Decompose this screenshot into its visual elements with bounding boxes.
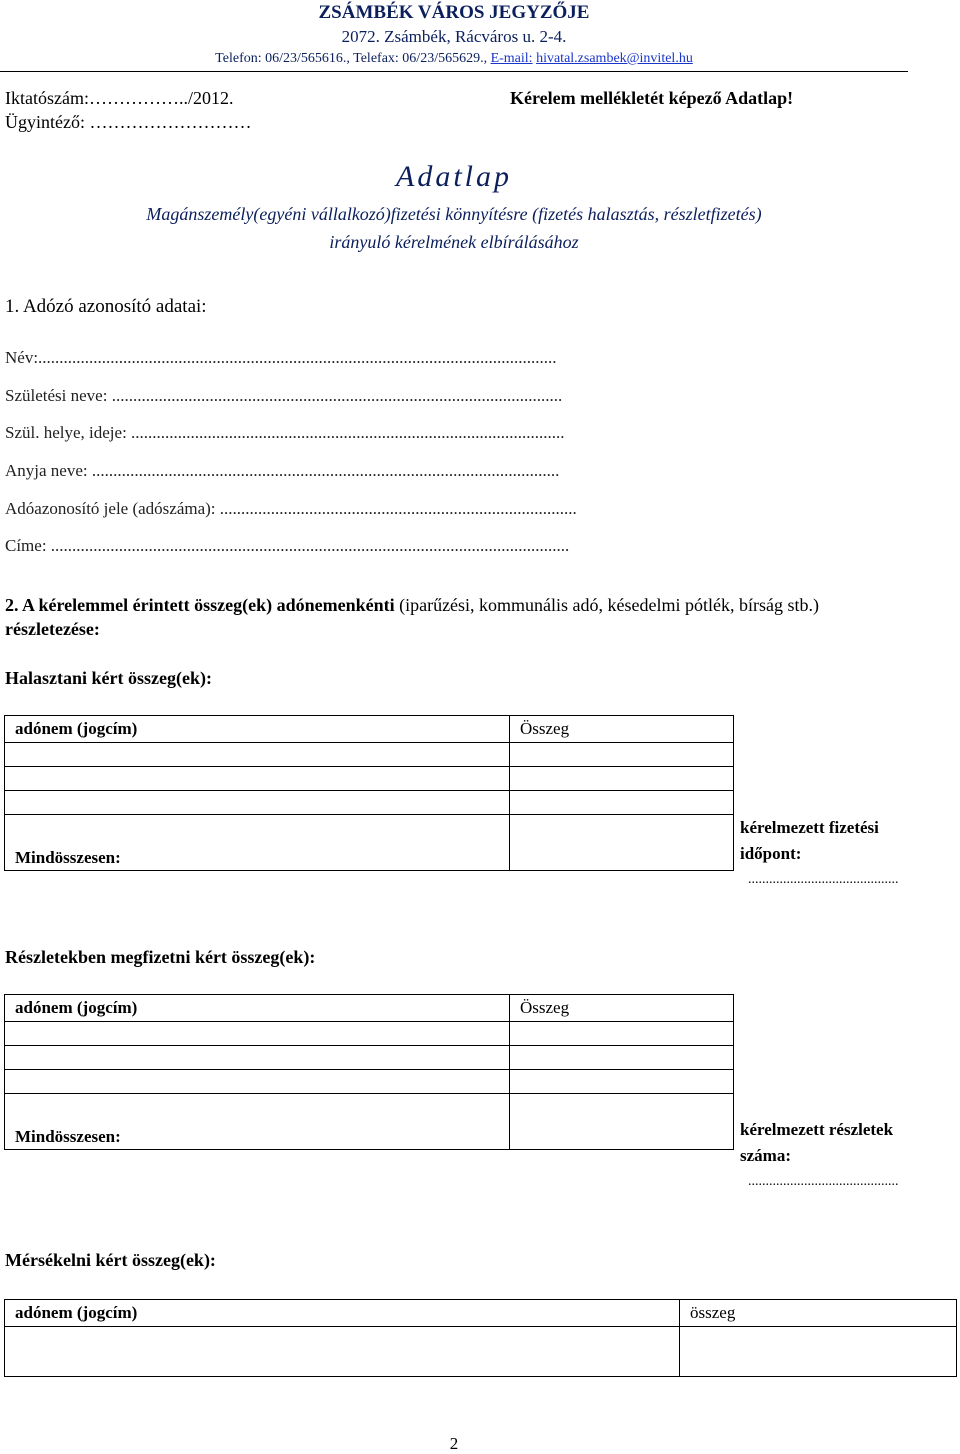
deferral-side-line-1: kérelmezett fizetési (740, 818, 879, 837)
page-title: Adatlap (396, 160, 512, 193)
instalment-cell[interactable] (5, 1022, 510, 1046)
subtitle-line-2: irányuló kérelmének elbírálásához (329, 232, 579, 252)
instalment-cell[interactable] (510, 1046, 734, 1070)
page-subtitle (0, 200, 908, 256)
deferral-cell[interactable] (510, 767, 734, 791)
section-2-bold-b: részletezése: (5, 619, 100, 639)
deferral-col-amount: Összeg (510, 716, 734, 743)
reduction-table (4, 1299, 957, 1377)
birth-place-date-field[interactable]: Szül. helye, ideje: ...................................................................................................... (5, 423, 565, 442)
deferral-cell[interactable] (5, 743, 510, 767)
instalment-col-amount: Összeg (510, 995, 734, 1022)
name-field[interactable]: Név:.......................................................................................................................... (5, 348, 557, 367)
deferral-side-label (740, 815, 899, 893)
instalment-side-dots[interactable]: ........................................... (748, 1174, 899, 1189)
deferral-col-taxtype: adónem (jogcím) (5, 716, 510, 743)
reduction-col-taxtype: adónem (jogcím) (5, 1300, 680, 1327)
instalment-col-taxtype: adónem (jogcím) (5, 995, 510, 1022)
header-divider (0, 71, 908, 72)
deferral-cell[interactable] (5, 767, 510, 791)
instalment-side-line-1: kérelmezett részletek (740, 1120, 894, 1139)
instalment-table (4, 994, 734, 1150)
subtitle-line-1: Magánszemély(egyéni vállalkozó)fizetési könnyítésre (fizetés halasztás, részletfizetés) (146, 204, 762, 224)
deferral-side-dots[interactable]: ........................................... (748, 872, 899, 887)
contact-phones: Telefon: 06/23/565616., Telefax: 06/23/565629., (215, 51, 491, 66)
section-2-heading (5, 593, 910, 641)
instalment-cell[interactable] (5, 1046, 510, 1070)
instalment-cell[interactable] (510, 1070, 734, 1094)
instalment-total-label: Mindösszesen: (5, 1094, 510, 1150)
instalment-side-line-2: száma: (740, 1146, 791, 1165)
deferral-total-label: Mindösszesen: (5, 815, 510, 871)
email-link[interactable]: hivatal.zsambek@invitel.hu (536, 51, 693, 66)
instalment-cell[interactable] (510, 1022, 734, 1046)
instalment-cell[interactable] (5, 1070, 510, 1094)
instalment-total-cell[interactable] (510, 1094, 734, 1150)
reduction-heading: Mérsékelni kért összeg(ek): (5, 1250, 216, 1270)
reduction-col-amount: összeg (680, 1300, 957, 1327)
org-title (0, 2, 908, 24)
deferral-heading: Halasztani kért összeg(ek): (5, 668, 212, 688)
instalment-heading: Részletekben megfizetni kért összeg(ek): (5, 947, 316, 967)
org-address: 2072. Zsámbék, Rácváros u. 2-4. (341, 27, 567, 46)
registration-number: Iktatószám:……………../2012. (5, 88, 234, 108)
deferral-side-line-2: időpont: (740, 844, 802, 863)
case-officer: Ügyintéző: ……………………… (5, 112, 252, 132)
address-field[interactable]: Címe: .......................................................................................................................... (5, 536, 570, 555)
tax-id-field[interactable]: Adóazonosító jele (adószáma): .................................................................................... (5, 499, 577, 518)
org-title-text: ZSÁMBÉK VÁROS JEGYZŐJE (318, 2, 590, 23)
section-2-bold-a: 2. A kérelemmel érintett összeg(ek) adónemenkénti (5, 595, 395, 615)
instalment-side-label (740, 1117, 899, 1195)
org-contact (0, 51, 908, 67)
deferral-cell[interactable] (510, 743, 734, 767)
email-label[interactable]: E-mail: (490, 51, 533, 66)
deferral-table (4, 715, 734, 871)
deferral-cell[interactable] (5, 791, 510, 815)
deferral-cell[interactable] (510, 791, 734, 815)
deferral-total-cell[interactable] (510, 815, 734, 871)
section-1-heading: 1. Adózó azonosító adatai: (5, 296, 207, 317)
birth-name-field[interactable]: Születési neve: .......................................................................................................... (5, 386, 563, 405)
reduction-cell[interactable] (5, 1327, 680, 1377)
mother-name-field[interactable]: Anyja neve: .............................................................................................................. (5, 461, 560, 480)
attachment-note: Kérelem mellékletét képező Adatlap! (510, 88, 794, 108)
reduction-cell[interactable] (680, 1327, 957, 1377)
page-number: 2 (449, 1434, 459, 1453)
section-2-normal: (iparűzési, kommunális adó, késedelmi pótlék, bírság stb.) (394, 595, 819, 615)
